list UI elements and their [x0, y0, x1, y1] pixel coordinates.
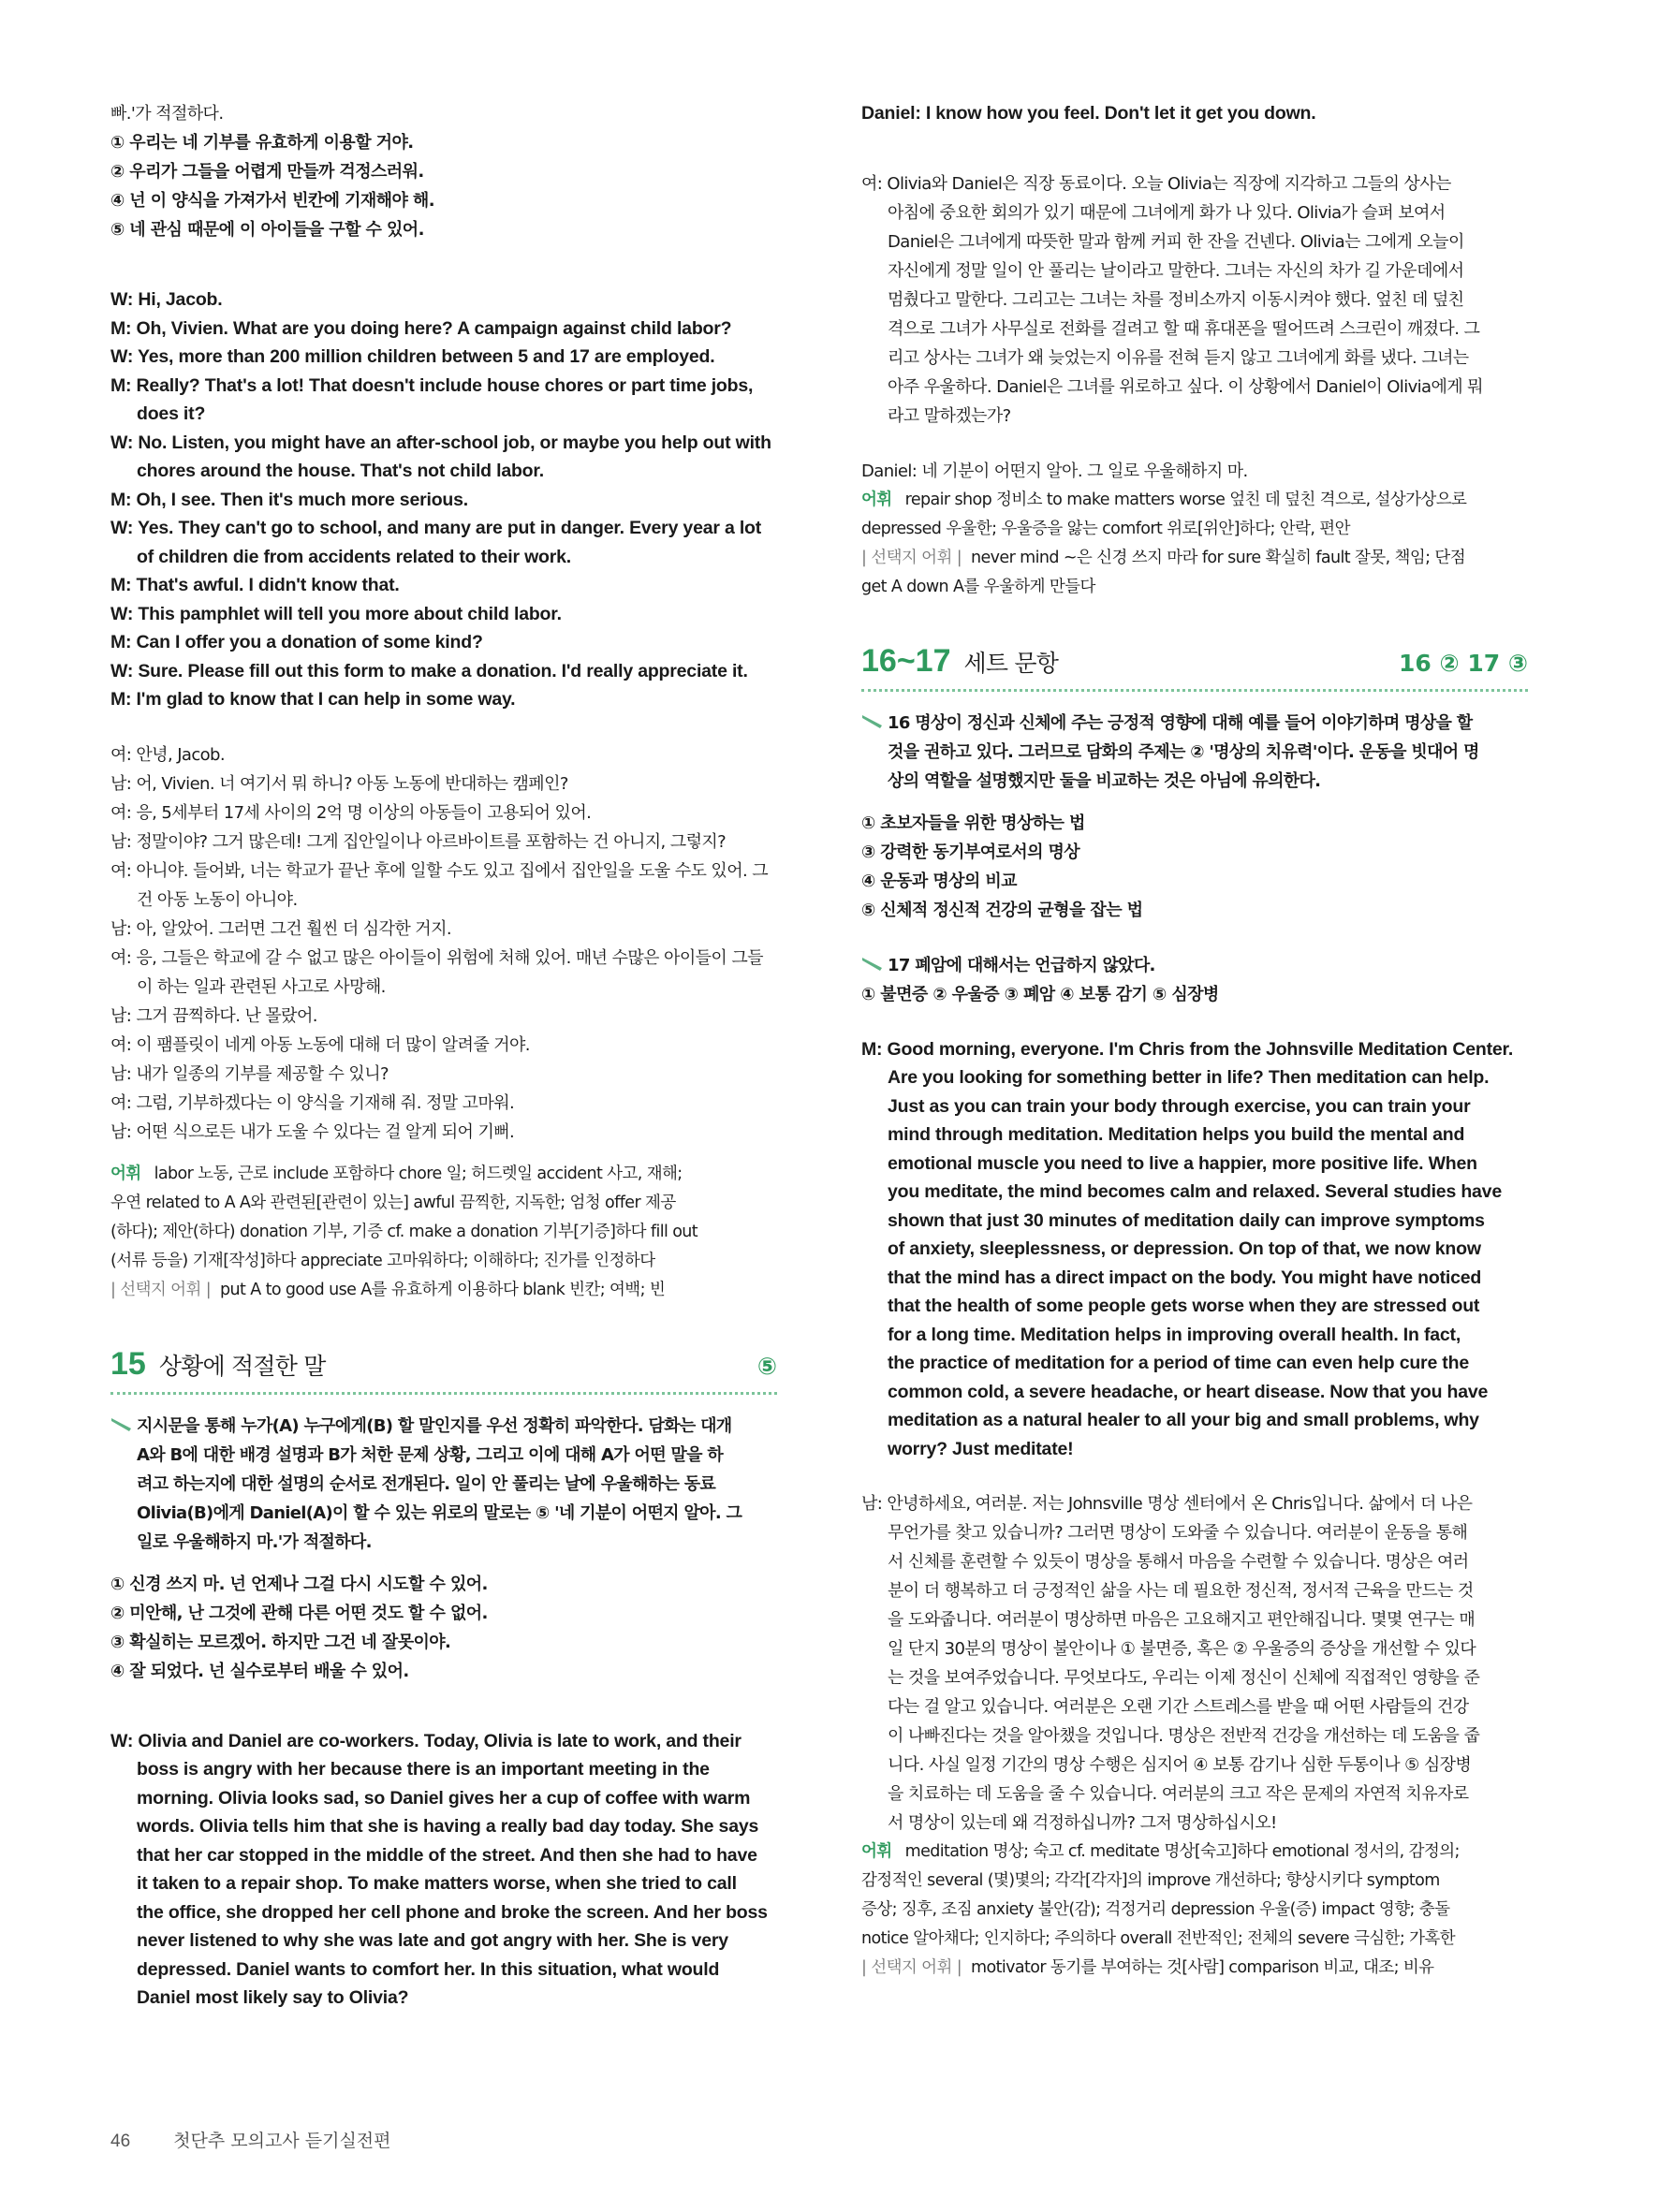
section-answer: ⑤	[756, 1352, 777, 1380]
right-column	[861, 99, 1528, 1983]
passage-line: boss is angry with her because there is an important meeting in the	[137, 1759, 710, 1780]
answer-english: Daniel: I know how you feel. Don't let it get you down.	[861, 103, 1316, 124]
option-item: ② 우리가 그들을 어렵게 만들까 걱정스러워.	[110, 162, 424, 182]
dialog-line: M: Really? That's a lot! That doesn't include house chores or part time jobs, does it?	[110, 374, 754, 424]
dialog-line-ko: 여: 안녕, Jacob.	[110, 744, 225, 765]
option-item: ③ 확실히는 모르겠어. 하지만 그건 네 잘못이야.	[110, 1632, 451, 1652]
explanation-17	[861, 951, 1528, 980]
passage-line-ko: 여: Olivia와 Daniel은 직장 동료이다. 오늘 Olivia는 직장에 지각하고 그들의 상사는	[861, 173, 1451, 194]
vocab-box	[110, 1160, 777, 1305]
passage-line: words. Olivia tells him that she is having a really bad day today. She says	[137, 1816, 759, 1837]
dialog-line-ko: 남: 아, 알았어. 그러면 그건 훨씬 더 심각한 거지.	[110, 918, 451, 939]
prev-answer-tail: 빠.'가 적절하다.	[110, 104, 224, 124]
vocab-line: 증상; 징후, 조짐 anxiety 불안(감); 걱정거리 depression 우울(증) impact 영향; 충돌	[861, 1900, 1450, 1919]
passage-line: Are you looking for something better in life? Then meditation can help.	[888, 1067, 1490, 1088]
passage-english	[110, 1727, 777, 2013]
passage-line: common cold, a severe headache, or heart disease. Now that you have	[888, 1381, 1489, 1402]
passage-line: Just as you can train your body through exercise, you can train your	[888, 1095, 1471, 1117]
dialog-line: M: Oh, Vivien. What are you doing here? A campaign against child labor?	[110, 317, 732, 339]
vocab-box	[861, 486, 1528, 602]
dialog-line: W: Yes. They can't go to school, and many are put in danger. Every year a lot of children die from accidents related to their work.	[110, 518, 762, 567]
passage-line: mind through meditation. Meditation helps you build the mental and	[888, 1124, 1465, 1145]
passage-line-ko: 멈췄다고 말한다. 그리고는 그녀는 차를 정비소까지 이동시켜야 했다. 엎친 데 덮친	[888, 289, 1464, 310]
dialog-line-ko: 여: 응, 5세부터 17세 사이의 2억 명 이상의 아동들이 고용되어 있어.	[110, 802, 592, 823]
passage-line-ko: 는 것을 보여주었습니다. 무엇보다도, 우리는 이제 정신이 신체에 직접적인 영향을 준	[888, 1668, 1480, 1688]
passage-line: that the mind has a direct impact on the body. You might have noticed	[888, 1267, 1482, 1288]
passage-line-ko: 남: 안녕하세요, 여러분. 저는 Johnsville 명상 센터에서 온 Chris입니다. 삶에서 더 나은	[861, 1494, 1473, 1514]
dialog-line: W: Yes, more than 200 million children between 5 and 17 are employed.	[110, 346, 715, 367]
vocab-line: labor 노동, 근로 include 포함하다 chore 일; 허드렛일 accident 사고, 재해;	[154, 1164, 683, 1183]
explanation-line: 17 폐암에 대해서는 언급하지 않았다.	[888, 955, 1155, 975]
options-16	[861, 809, 1528, 925]
vocab-line: meditation 명상; 숙고 cf. meditate 명상[숙고]하다 emotional 정서의, 감정의;	[904, 1842, 1460, 1861]
section-title: 세트 문항	[963, 649, 1059, 677]
pencil-icon	[861, 714, 884, 729]
passage-line: that the health of some people gets worse when they are stressed out	[888, 1296, 1480, 1316]
explanation-16	[861, 709, 1528, 796]
passage-line: Daniel most likely say to Olivia?	[137, 1987, 409, 2008]
passage-line-ko: 격으로 그녀가 사무실로 전화를 걸려고 할 때 휴대폰을 떨어뜨려 스크린이 깨졌다. 그	[888, 318, 1480, 339]
passage-line-ko: 아주 우울하다. Daniel은 그녀를 위로하고 싶다. 이 상황에서 Daniel이 Olivia에게 뭐	[888, 376, 1483, 397]
explanation-line: 것을 권하고 있다. 그러므로 담화의 주제는 ② '명상의 치유력'이다. 운동을 빗대어 명	[888, 741, 1479, 762]
dialog-line: W: Hi, Jacob.	[110, 289, 223, 310]
passage-line-ko: Daniel은 그녀에게 따뜻한 말과 함께 커피 한 잔을 건넨다. Olivia는 그에게 오늘이	[888, 231, 1464, 252]
section-number: 15	[110, 1345, 146, 1382]
dialog-line: M: Oh, I see. Then it's much more serious.	[110, 489, 468, 510]
vocab-label: 어휘	[861, 1842, 892, 1861]
passage-line: for a long time. Meditation helps in improving overall health. In fact,	[888, 1324, 1461, 1345]
vocab-select-line: motivator 동기를 부여하는 것[사람] comparison 비교, 대조; 비유	[971, 1958, 1434, 1977]
option-item: ① 초보자들을 위한 명상하는 법	[861, 813, 1085, 833]
left-column	[110, 99, 777, 2013]
passage-line: M: Good morning, everyone. I'm Chris from the Johnsville Meditation Center.	[861, 1038, 1514, 1060]
passage-line-ko: 일 단지 30분의 명상이 불안이나 ① 불면증, 혹은 ② 우울증의 증상을 개선할 수 있다	[888, 1639, 1476, 1659]
passage-line-ko: 을 도와줍니다. 여러분이 명상하면 마음은 고요해지고 편안해집니다. 몇몇 연구는 매	[888, 1610, 1476, 1630]
passage-korean	[861, 1489, 1528, 1838]
passage-line: morning. Olivia looks sad, so Daniel gives her a cup of coffee with warm	[137, 1787, 751, 1809]
pencil-icon	[110, 1417, 133, 1432]
option-item: ④ 운동과 명상의 비교	[861, 871, 1017, 891]
options	[110, 1570, 777, 1686]
explanation	[110, 1412, 777, 1557]
vocab-line: 감정적인 several (몇)몇의; 각각[각자]의 improve 개선하다; 향상시키다 symptom	[861, 1871, 1440, 1890]
dialog-line-ko: 남: 어, Vivien. 너 여기서 뭐 하니? 아동 노동에 반대하는 캠페인?	[110, 773, 568, 794]
dialog-line-ko: 여: 이 팸플릿이 네게 아동 노동에 대해 더 많이 알려줄 거야.	[110, 1034, 530, 1055]
passage-line-ko: 이 나빠진다는 것을 알아챘을 것입니다. 명상은 전반적 건강을 개선하는 데 도움을 줍	[888, 1726, 1480, 1746]
option-item: ① 우리는 네 기부를 유효하게 이용할 거야.	[110, 133, 414, 153]
dialog-line-ko: 여: 아니야. 들어봐, 너는 학교가 끝난 후에 일할 수도 있고 집에서 집안일을 도울 수도 있어. 그건 아동 노동이 아니야.	[110, 860, 769, 910]
vocab-select-line: never mind ~은 신경 쓰지 마라 for sure 확실히 fault 잘못, 책임; 단점	[971, 548, 1466, 567]
vocab-line: depressed 우울한; 우울증을 앓는 comfort 위로[위안]하다; 안락, 편안	[861, 519, 1350, 538]
vocab-select-line: put A to good use A를 유효하게 이용하다 blank 빈칸; 여백; 빈	[220, 1280, 666, 1299]
passage-line: worry? Just meditate!	[888, 1438, 1074, 1459]
passage-line-ko: 다는 걸 알고 있습니다. 여러분은 오랜 기간 스트레스를 받을 때 어떤 사람들의 건강	[888, 1697, 1469, 1717]
explanation-line: 려고 하는지에 대한 설명의 순서로 전개된다. 일이 안 풀리는 날에 우울해하는 동료	[137, 1473, 716, 1494]
vocab-select-label: | 선택지 어휘 |	[861, 1958, 962, 1977]
dialog-line-ko: 남: 어떤 식으로든 내가 도울 수 있다는 걸 알게 되어 기뻐.	[110, 1121, 515, 1142]
section-header	[861, 643, 1528, 692]
explanation-line: Olivia(B)에게 Daniel(A)이 할 수 있는 위로의 말로는 ⑤ '네 기분이 어떤지 알아. 그	[137, 1502, 742, 1523]
passage-line: it taken to a repair shop. To make matters worse, when she tried to call	[137, 1873, 737, 1894]
section-number: 16~17	[861, 642, 951, 679]
pencil-icon	[861, 957, 884, 972]
vocab-line: repair shop 정비소 to make matters worse 엎친 데 덮친 격으로, 설상가상으로	[904, 490, 1467, 509]
passage-line-ko: 니다. 사실 일정 기간의 명상 수행은 심지어 ④ 보통 감기나 심한 두통이나 ⑤ 심장병	[888, 1755, 1472, 1775]
dialog-line: M: That's awful. I didn't know that.	[110, 575, 400, 595]
page-number: 46	[110, 2131, 131, 2151]
vocab-select-label: | 선택지 어휘 |	[861, 548, 962, 567]
dialog-korean	[110, 740, 777, 1147]
section-title: 상황에 적절한 말	[158, 1352, 326, 1380]
passage-line: shown that just 30 minutes of meditation daily can improve symptoms	[888, 1209, 1485, 1231]
dialog-english	[110, 286, 777, 714]
explanation-line: A와 B에 대한 배경 설명과 B가 처한 문제 상황, 그리고 이에 대해 A가 어떤 말을 하	[137, 1444, 724, 1465]
dialog-line: M: Can I offer you a donation of some kind?	[110, 632, 483, 652]
explanation-line: 상의 역할을 설명했지만 둘을 비교하는 것은 아님에 유의한다.	[888, 770, 1321, 791]
passage-line: that her car stopped in the middle of the street. And then she had to have	[137, 1844, 757, 1866]
passage-line: never listened to why she was late and got angry with her. She is very	[137, 1930, 728, 1951]
passage-line-ko: 아침에 중요한 회의가 있기 때문에 그녀에게 화가 나 있다. Olivia가 슬퍼 보여서	[888, 202, 1446, 223]
section-15	[110, 1346, 777, 2013]
dialog-line: W: This pamphlet will tell you more about child labor.	[110, 603, 562, 624]
passage-line: emotional muscle you need to live a happier, more positive life. When	[888, 1152, 1477, 1174]
option-item: ④ 잘 되었다. 넌 실수로부터 배울 수 있어.	[110, 1661, 409, 1681]
dialog-line-ko: 남: 내가 일종의 기부를 제공할 수 있니?	[110, 1063, 389, 1084]
passage-line: W: Olivia and Daniel are co-workers. Today, Olivia is late to work, and their	[110, 1730, 742, 1751]
passage-line: the office, she dropped her cell phone and broke the screen. And her boss	[137, 1901, 768, 1923]
passage-line-ko: 서 명상이 있는데 왜 걱정하십니까? 그저 명상하십시오!	[888, 1813, 1277, 1833]
dialog-line-ko: 남: 정말이야? 그거 많은데! 그게 집안일이나 아르바이트를 포함하는 건 아니지, 그렇지?	[110, 831, 727, 852]
section-header	[110, 1346, 777, 1395]
prev-options	[110, 128, 777, 244]
option-item: ③ 강력한 동기부여로서의 명상	[861, 842, 1080, 862]
vocab-line: notice 알아채다; 인지하다; 주의하다 overall 전반적인; 전체의 severe 극심한; 가혹한	[861, 1929, 1456, 1948]
passage-line: of anxiety, sleeplessness, or depression. On top of that, we now know	[888, 1238, 1481, 1259]
passage-line-ko: 리고 상사는 그녀가 왜 늦었는지 이유를 전혀 듣지 않고 그녀에게 화를 냈다. 그녀는	[888, 347, 1469, 368]
option-item: ④ 넌 이 양식을 가져가서 빈칸에 기재해야 해.	[110, 191, 434, 211]
vocab-select-line: get A down A를 우울하게 만들다	[861, 577, 1095, 596]
vocab-line: 우연 related to A A와 관련된[관련이 있는] awful 끔찍한, 지독한; 엄청 offer 제공	[110, 1193, 676, 1212]
vocab-label: 어휘	[110, 1164, 141, 1183]
section-16-17	[861, 643, 1528, 1984]
dialog-line: M: I'm glad to know that I can help in some way.	[110, 689, 516, 710]
page-footer	[110, 2127, 391, 2152]
option-item: ⑤ 신체적 정신적 건강의 균형을 잡는 법	[861, 900, 1143, 920]
passage-line-ko: 무언가를 찾고 있습니까? 그러면 명상이 도와줄 수 있습니다. 여러분이 운동을 통해	[888, 1523, 1468, 1543]
passage-line: you meditate, the mind becomes calm and relaxed. Several studies have	[888, 1181, 1502, 1202]
passage-line: meditation as a natural healer to all your big and small problems, why	[888, 1410, 1479, 1430]
passage-english	[861, 1035, 1528, 1464]
passage-line-ko: 서 신체를 훈련할 수 있듯이 명상을 통해서 마음을 수련할 수 있습니다. 명상은 여러	[888, 1552, 1469, 1572]
explanation-line: 일로 우울해하지 마.'가 적절하다.	[137, 1531, 372, 1552]
section-answer: 16 ② 17 ③	[1398, 649, 1528, 677]
option-item: ① 신경 쓰지 마. 넌 언제나 그걸 다시 시도할 수 있어.	[110, 1574, 488, 1594]
vocab-label: 어휘	[861, 490, 892, 509]
book-title: 첫단추 모의고사 듣기실전편	[173, 2131, 391, 2151]
dialog-line-ko: 남: 그거 끔찍하다. 난 몰랐어.	[110, 1005, 317, 1026]
dialog-line-ko: 여: 응, 그들은 학교에 갈 수 없고 많은 아이들이 위험에 처해 있어. 매년 수많은 아이들이 그들이 하는 일과 관련된 사고로 사망해.	[110, 947, 763, 997]
passage-line-ko: 분이 더 행복하고 더 긍정적인 삶을 사는 데 필요한 정신적, 정서적 근육을 만드는 것	[888, 1581, 1474, 1601]
vocab-line: (하다); 제안(하다) donation 기부, 기증 cf. make a donation 기부[기증]하다 fill out	[110, 1222, 698, 1241]
passage-line-ko: 자신에게 정말 일이 안 풀리는 날이라고 말한다. 그녀는 자신의 차가 길 가운데에서	[888, 260, 1464, 281]
passage-korean	[861, 169, 1528, 431]
answer-korean: Daniel: 네 기분이 어떤지 알아. 그 일로 우울해하지 마.	[861, 461, 1248, 481]
dialog-line: W: Sure. Please fill out this form to make a donation. I'd really appreciate it.	[110, 660, 748, 681]
passage-line: the practice of meditation for a period of time can even help cure the	[888, 1353, 1469, 1373]
explanation-line: 지시문을 통해 누가(A) 누구에게(B) 할 말인지를 우선 정확히 파악한다. 담화는 대개	[137, 1415, 732, 1436]
passage-line-ko: 라고 말하겠는가?	[888, 405, 1011, 426]
option-item: ② 미안해, 난 그것에 관해 다른 어떤 것도 할 수 없어.	[110, 1603, 488, 1623]
dialog-line-ko: 여: 그럼, 기부하겠다는 이 양식을 기재해 줘. 정말 고마워.	[110, 1092, 515, 1113]
options-17: ① 불면증 ② 우울증 ③ 폐암 ④ 보통 감기 ⑤ 심장병	[861, 984, 1219, 1004]
vocab-box	[861, 1838, 1528, 1983]
passage-line: depressed. Daniel wants to comfort her. In this situation, what would	[137, 1958, 720, 1980]
option-item: ⑤ 네 관심 때문에 이 아이들을 구할 수 있어.	[110, 220, 424, 240]
dialog-line: W: No. Listen, you might have an after-school job, or maybe you help out with chores around the house. That's not child labor.	[110, 432, 771, 481]
explanation-line: 16 명상이 정신과 신체에 주는 긍정적 영향에 대해 예를 들어 이야기하며 명상을 할	[888, 712, 1473, 733]
passage-line-ko: 을 치료하는 데 도움을 줄 수 있습니다. 여러분의 크고 작은 문제의 자연적 치유자로	[888, 1784, 1469, 1804]
vocab-line: (서류 등을) 기재[작성]하다 appreciate 고마워하다; 이해하다; 진가를 인정하다	[110, 1251, 655, 1270]
vocab-select-label: | 선택지 어휘 |	[110, 1280, 212, 1299]
